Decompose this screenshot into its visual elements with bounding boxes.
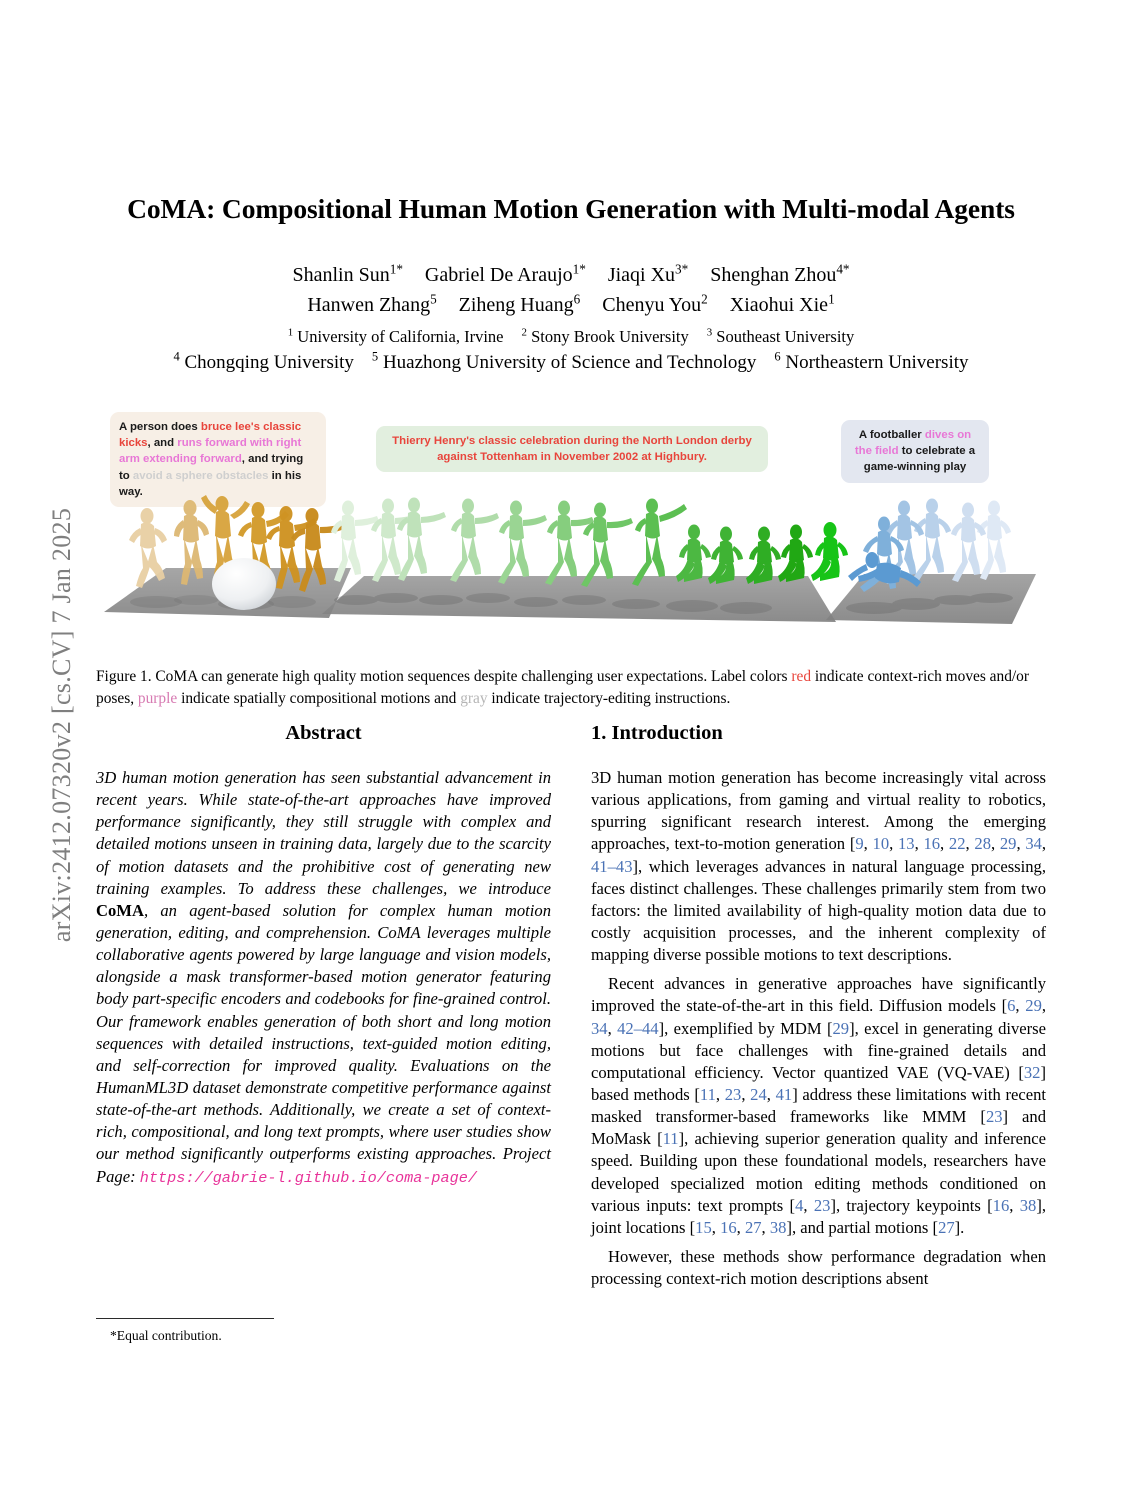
figure-label-segment: bruce lee's classic kicks <box>119 421 302 450</box>
figure-caption-segment: indicate spatially compositional motions and <box>177 690 461 708</box>
paragraph-text: , <box>761 1217 770 1237</box>
citation-link[interactable]: 27 <box>938 1217 955 1237</box>
paragraph-text: , <box>940 834 949 854</box>
citation-link[interactable]: 23 <box>985 1107 1003 1127</box>
abstract-text: , an agent-based solution for complex human motion generation, editing, and comprehension. CoMA leverages multiple collaborative agents powered by large language and vision models, alongside a mask transformer-based motion generator featuring body part-specific encoders and codebooks for fine-grained control. Our framework enables generation of both short and long motion sequences with detailed instructions, text-guided motion editing, and self-correction for improved quality. Evaluations on the HumanML3D dataset demonstrate competitive performance against state-of-the-art methods. Additionally, we create a set of context-rich, compositional, and long text prompts, where user studies show our method significantly outperforms existing approaches. Project Page: <box>96 900 551 1186</box>
figure-motion-sequences <box>96 469 1046 640</box>
author-name: Shanlin Sun$^{1*}$ <box>292 261 403 286</box>
figure-1 <box>96 400 1046 640</box>
affiliation-item: $^2$ Stony Brook University <box>521 326 689 346</box>
citation-link[interactable]: 11 <box>662 1129 679 1149</box>
figure-caption-segment: red <box>791 668 812 685</box>
paragraph-text: , <box>766 1084 776 1104</box>
introduction-column <box>591 722 1046 1290</box>
paragraph-text: ], exemplified by MDM [ <box>658 1018 833 1038</box>
author-name: Xiaohui Xie$^1$ <box>729 291 835 316</box>
footnote-text: *Equal contribution. <box>110 1328 222 1343</box>
citation-link[interactable]: 4 <box>795 1195 804 1215</box>
introduction-body <box>591 767 1046 1290</box>
author-affiliation-marker: 4* <box>836 261 850 277</box>
citation-link[interactable]: 13 <box>897 834 915 854</box>
author-name: Shenghan Zhou$^{4*}$ <box>710 261 850 286</box>
citation-link[interactable]: 24 <box>750 1084 767 1104</box>
paragraph-text: , <box>803 1195 814 1215</box>
figure-label-segment: , and <box>147 437 178 450</box>
introduction-paragraph <box>591 767 1046 966</box>
citation-link[interactable]: 28 <box>974 834 991 854</box>
introduction-paragraph <box>591 1246 1046 1290</box>
author-affiliation-marker: 6 <box>573 291 581 307</box>
author-affiliation-marker: 2 <box>701 291 708 307</box>
paragraph-text: , <box>715 1084 725 1104</box>
author-affiliation-marker: 1* <box>389 261 403 277</box>
affiliation-row-2 <box>96 349 1046 374</box>
paragraph-text: , <box>914 834 924 854</box>
author-name: Hanwen Zhang$^5$ <box>307 291 437 316</box>
citation-link[interactable]: 29 <box>832 1018 850 1038</box>
figure-caption-segment: Figure 1. CoMA can generate high quality motion sequences despite challenging user expectations. Label colors <box>96 668 792 685</box>
paragraph-text: ], joint locations [ <box>591 1195 1047 1237</box>
affiliation-row-1 <box>96 327 1046 347</box>
page-title: CoMA: Compositional Human Motion Generation with Multi-modal Agents <box>127 193 1015 224</box>
paragraph-text: ], excel in generating diverse motions but face challenges with fine-grained details and computational efficiency. Vector quantized VAE (VQ-VAE) [ <box>591 1018 1047 1082</box>
figure-label-segment: avoid a sphere obstacles <box>132 469 269 482</box>
citation-link[interactable]: 16 <box>720 1217 737 1237</box>
affiliation-item: $^5$ Huazhong University of Science and Technology <box>371 349 757 373</box>
paragraph-text: , <box>736 1217 745 1237</box>
citation-link[interactable]: 29 <box>1025 996 1042 1016</box>
affiliation-index: 5 <box>371 349 379 364</box>
abstract-body <box>96 767 551 1188</box>
affiliation-index: 2 <box>521 326 527 339</box>
paragraph-text: , <box>1016 834 1026 854</box>
author-name: Gabriel De Araujo$^{1*}$ <box>424 261 586 286</box>
figure-label-segment: , and trying to <box>119 453 304 482</box>
paragraph-text: , <box>863 834 873 854</box>
figure-caption-segment: indicate context-rich moves and/or poses, <box>96 668 1030 708</box>
paragraph-text: ] and MoMask [ <box>591 1107 1047 1149</box>
figure-label-segment: in his way. <box>119 469 302 498</box>
citation-link[interactable]: 34 <box>591 1018 608 1038</box>
citation-link[interactable]: 23 <box>813 1195 831 1215</box>
citation-link[interactable]: 42–44 <box>617 1018 659 1038</box>
author-affiliation-marker: 3* <box>675 261 689 277</box>
paragraph-text: ] address these limitations with recent masked transformer-based frameworks like MMM [ <box>591 1084 1047 1127</box>
figure-label-segment: dives on the field <box>854 429 972 458</box>
paragraph-text: Recent advances in generative approaches have significantly improved the state-of-the-art in this field. Diffusion models [ <box>591 974 1046 1016</box>
motion-sequence-green <box>322 498 848 623</box>
paragraph-text: ], which leverages advances in natural language processing, faces distinct challenges. These challenges primarily stem from two factors: the limited availability of high-quality motion data due to costly acquisition processes, and the inherent complexity of mapping diverse possible motions to text descriptions. <box>591 856 1046 965</box>
affiliation-item: $^3$ Southeast University <box>706 326 855 346</box>
author-name: Ziheng Huang$^6$ <box>458 291 581 316</box>
affiliation-item: $^6$ Northeastern University <box>774 349 969 373</box>
citation-link[interactable]: 16 <box>923 834 941 854</box>
citation-link[interactable]: 15 <box>695 1217 712 1237</box>
figure-caption-segment: indicate trajectory-editing instructions. <box>487 690 731 708</box>
paragraph-text: , <box>990 834 1000 854</box>
citation-link[interactable]: 38 <box>1019 1195 1037 1215</box>
paragraph-text: , <box>711 1217 721 1237</box>
arxiv-stamp: arXiv:2412.07320v2 [cs.CV] 7 Jan 2025 <box>47 507 76 943</box>
paragraph-text: , <box>607 1018 618 1038</box>
footnote <box>96 1318 396 1344</box>
citation-link[interactable]: 16 <box>992 1195 1010 1215</box>
paragraph-text: , <box>965 834 975 854</box>
figure-label-green: Thierry Henry's classic celebration during the North London derby against Tottenham in November 2002 at Highbury. <box>376 426 768 472</box>
paragraph-text: ]. <box>954 1217 965 1237</box>
citation-link[interactable]: 41–43 <box>591 856 633 876</box>
footnote-rule <box>96 1318 274 1319</box>
author-name: Chenyu You$^2$ <box>602 291 708 316</box>
author-affiliation-marker: 5 <box>430 291 437 307</box>
motion-sequence-orange <box>104 495 351 618</box>
abstract-method-name: CoMA <box>96 900 144 920</box>
figure-caption-segment: gray <box>460 690 488 708</box>
figure-caption <box>96 666 1046 711</box>
introduction-heading: 1. Introduction <box>591 722 723 744</box>
citation-link[interactable]: 32 <box>1023 1062 1041 1082</box>
affiliation-index: 3 <box>706 326 713 339</box>
paragraph-text: , <box>741 1084 751 1104</box>
paragraph-text: ], trajectory keypoints [ <box>830 1195 993 1215</box>
affiliation-index: 6 <box>774 349 781 364</box>
introduction-paragraph <box>591 973 1046 1239</box>
author-affiliation-marker: 1* <box>572 261 586 277</box>
affiliation-index: 1 <box>287 326 294 339</box>
affiliation-index: 4 <box>173 349 180 364</box>
citation-link[interactable]: 22 <box>948 834 966 854</box>
figure-caption-segment: purple <box>137 690 178 708</box>
motion-sequence-blue <box>826 499 1036 625</box>
citation-link[interactable]: 23 <box>724 1084 742 1104</box>
author-affiliation-marker: 1 <box>828 291 835 307</box>
paragraph-text: , <box>1015 996 1026 1016</box>
citation-link[interactable]: 38 <box>769 1217 787 1237</box>
citation-link[interactable]: 9 <box>855 834 864 854</box>
affiliation-item: $^1$ University of California, Irvine <box>287 326 504 346</box>
paragraph-text: ], achieving superior generation quality and inference speed. Building upon these foundational models, researchers have developed specialized motion editing methods conditioned on various inputs: text prompts [ <box>591 1129 1046 1215</box>
abstract-heading: Abstract <box>285 722 362 744</box>
paragraph-text: ] based methods [ <box>591 1062 1046 1104</box>
paragraph-text: , <box>1041 996 1047 1016</box>
abstract-text: 3D human motion generation has seen substantial advancement in recent years. While state-of-the-art approaches have improved performance significantly, they still struggle with complex and detailed motions unseen in training data, largely due to the scarcity of motion datasets and the prohibitive cost of generating new training examples. To address these challenges, we introduce <box>96 768 551 898</box>
paragraph-text: 3D human motion generation has become increasingly vital across various applications, from gaming and virtual reality to robotics, spurring significant research interest. Among the emerging approaches, text-to-motion generation [ <box>591 768 1046 854</box>
author-row-2 <box>96 291 1046 317</box>
project-page-link[interactable]: https://gabrie-l.github.io/coma-page/ <box>139 1168 477 1187</box>
citation-link[interactable]: 34 <box>1025 834 1042 854</box>
figure-label-segment: runs forward with right arm extending forward <box>119 437 302 466</box>
figure-label-segment: A footballer <box>858 429 925 441</box>
citation-link[interactable]: 10 <box>872 834 890 854</box>
figure-label-segment: to celebrate a game-winning play <box>863 445 976 474</box>
author-name: Jiaqi $Xu^{3*}$ <box>607 261 689 286</box>
paragraph-text: , <box>889 834 898 854</box>
paragraph-text: However, these methods show performance degradation when processing context-rich motion descriptions absent <box>591 1246 1046 1289</box>
citation-link[interactable]: 6 <box>1007 996 1016 1016</box>
author-row-1 <box>96 261 1046 287</box>
citation-link[interactable]: 41 <box>775 1084 793 1104</box>
affiliation-item: $^4$ Chongqing University <box>173 349 354 373</box>
abstract-column <box>96 722 551 1188</box>
paragraph-text: ], and partial motions [ <box>786 1217 939 1237</box>
citation-link[interactable]: 29 <box>999 834 1017 854</box>
citation-link[interactable]: 11 <box>699 1084 716 1104</box>
paragraph-text: , <box>1009 1195 1020 1215</box>
citation-link[interactable]: 27 <box>744 1217 762 1237</box>
paragraph-text: , <box>1041 834 1047 854</box>
figure-label-segment: A person does <box>119 421 201 433</box>
